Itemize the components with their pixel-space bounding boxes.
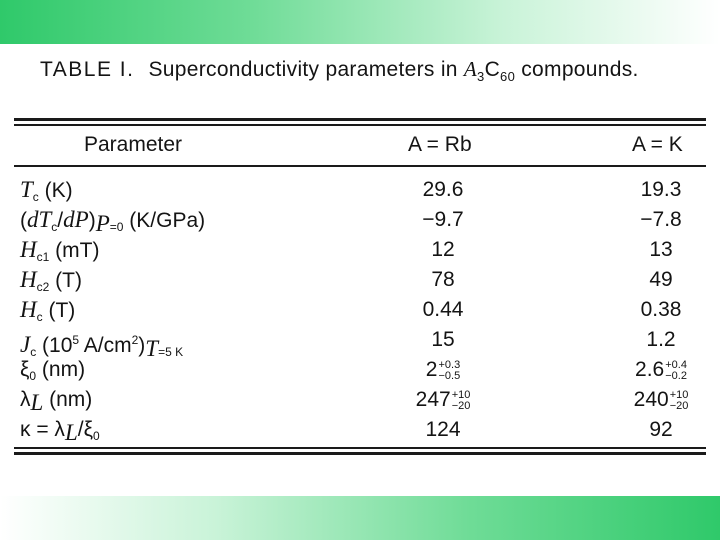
- value-k: [601, 356, 720, 384]
- value-rb: [383, 386, 503, 414]
- uncertainty-plus: +0.3: [438, 359, 461, 371]
- table-row: [0, 326, 720, 361]
- uncertainty-rb: [438, 360, 460, 382]
- param-label: $H_{c2}$ (T): [20, 267, 82, 294]
- uncertainty-minus: −20: [669, 400, 689, 412]
- table-row: [0, 296, 720, 326]
- header-rule: [14, 165, 706, 167]
- top-rule: [14, 118, 706, 121]
- value-rb-main: 247: [415, 388, 451, 411]
- param-label: $(dT_c/dP)_{P=0}$ (K/GPa): [20, 207, 206, 236]
- value-rb: 12: [431, 238, 455, 261]
- value-rb-main: 2: [425, 358, 438, 381]
- param-label: $T_c$ (K): [20, 177, 73, 204]
- uncertainty-minus: −0.5: [438, 370, 461, 382]
- bottom-rule-thin: [14, 447, 706, 449]
- value-k: 19.3: [640, 178, 682, 201]
- value-k: 92: [649, 418, 673, 441]
- value-k: 0.38: [640, 298, 682, 321]
- header-rb-text: A = Rb: [408, 133, 472, 156]
- header-k-text: A = K: [632, 133, 683, 156]
- param-label: $J_c$ ($10^5$ $A/cm^2)_{T=5 K}$: [20, 332, 184, 361]
- caption-compound-letter: A: [463, 57, 478, 81]
- value-rb: −9.7: [422, 208, 464, 231]
- uncertainty-plus: +10: [669, 389, 689, 401]
- value-k-main: 240: [633, 388, 669, 411]
- header-parameter: Parameter: [84, 133, 183, 156]
- value-rb: 15: [431, 328, 455, 351]
- value-rb: 0.44: [422, 298, 464, 321]
- header-k: [632, 132, 683, 158]
- uncertainty-minus: −0.2: [665, 370, 687, 382]
- caption-text: Superconductivity parameters in: [148, 58, 464, 81]
- uncertainty-plus: +10: [451, 389, 471, 401]
- top-rule-thin: [14, 124, 706, 126]
- uncertainty-k: [670, 390, 689, 412]
- uncertainty-plus: +0.4: [665, 359, 687, 371]
- param-label: $\kappa = \lambda_L/\xi_0$: [20, 418, 100, 445]
- top-green-band: [0, 0, 720, 44]
- param-label: $H_{c1}$ (mT): [20, 237, 100, 264]
- value-k-main: 2.6: [635, 358, 665, 381]
- caption-compound-sub2: 60: [500, 69, 516, 85]
- table-label: TABLE I.: [40, 58, 135, 81]
- caption-text-end: compounds.: [515, 58, 639, 81]
- table-row: [0, 386, 720, 416]
- value-rb: 78: [431, 268, 455, 291]
- param-label: $H_c$ (T): [20, 297, 76, 324]
- value-k: −7.8: [640, 208, 682, 231]
- bottom-rule: [14, 452, 706, 455]
- table-row: [0, 206, 720, 236]
- table-row: [0, 176, 720, 206]
- value-rb: 29.6: [422, 178, 464, 201]
- table-caption: [40, 56, 680, 90]
- uncertainty-rb: [452, 390, 471, 412]
- value-k: 49: [649, 268, 673, 291]
- param-label: $\xi_0$ (nm): [20, 358, 86, 383]
- value-k: 13: [649, 238, 673, 261]
- table-row: [0, 356, 720, 386]
- table-row: [0, 416, 720, 446]
- bottom-green-band: [0, 496, 720, 540]
- uncertainty-k: [665, 360, 687, 382]
- table-row: [0, 236, 720, 266]
- caption-compound-c: C: [484, 58, 501, 81]
- table-row: [0, 266, 720, 296]
- value-k: 1.2: [646, 328, 676, 351]
- value-rb: 124: [425, 418, 461, 441]
- value-rb: [383, 356, 503, 384]
- header-rb: [408, 132, 472, 158]
- param-label: $\lambda_L$ (nm): [20, 388, 93, 415]
- value-k: [601, 386, 720, 414]
- caption-compound-sub1: 3: [477, 69, 485, 85]
- uncertainty-minus: −20: [451, 400, 471, 412]
